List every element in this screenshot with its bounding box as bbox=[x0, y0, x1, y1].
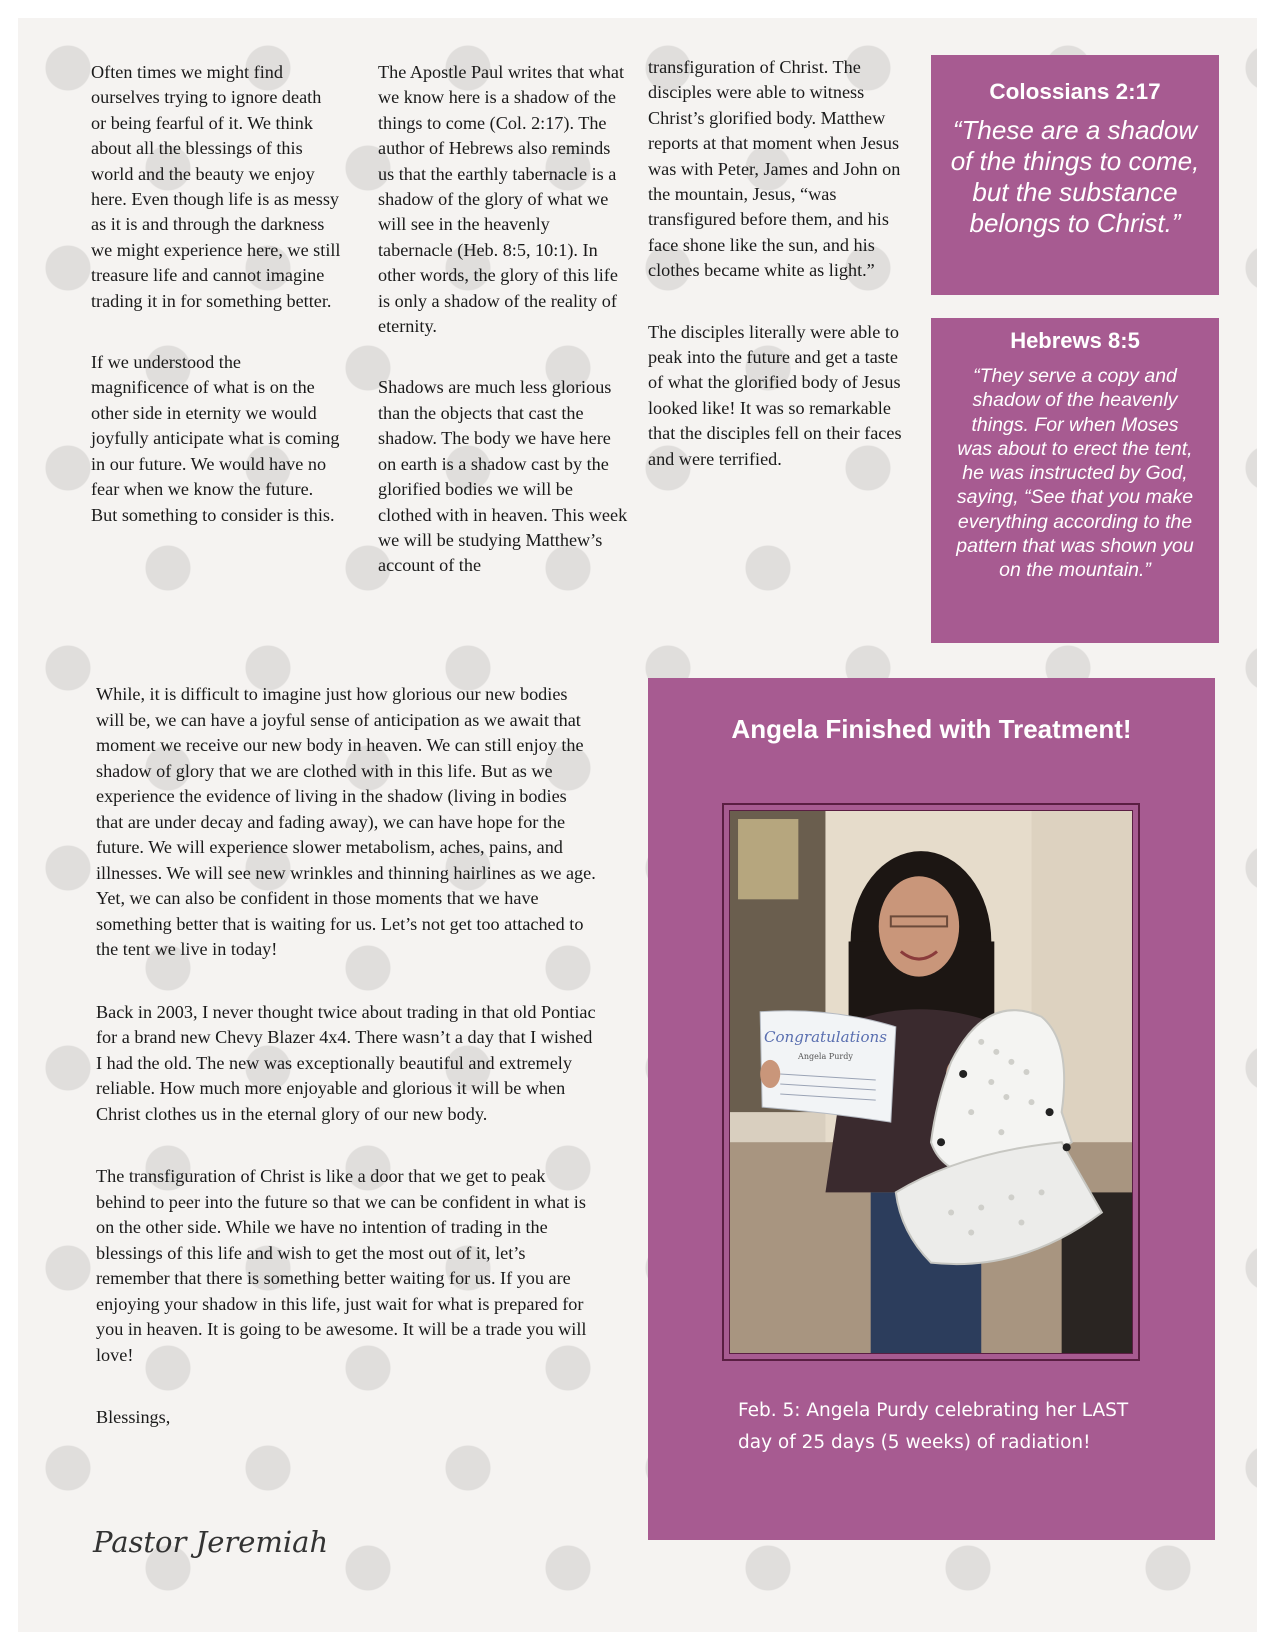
article-column-2 bbox=[378, 60, 628, 615]
article-lower-column bbox=[96, 682, 596, 1468]
certificate-name: Angela Purdy bbox=[798, 1051, 853, 1061]
newsletter-page bbox=[18, 18, 1257, 1632]
verse-quote: “These are a shadow of the things to come, but the substance belongs to Christ.” bbox=[950, 115, 1200, 238]
paragraph: Often times we might find ourselves trying to ignore death or being fearful of it. We think about all the blessings of this world and the beauty we enjoy here. Even though life is as messy as it is and through the darkness we might experience here, we still treasure life and cannot imagine trading it in for something better. bbox=[91, 62, 341, 311]
paragraph: While, it is difficult to imagine just how glorious our new bodies will be, we can have a joyful sense of anticipation as we await that moment we receive our new body in heaven. We can still enjoy the shadow of glory that we are clothed with in this life. But as we experience the evidence of living in the shadow (living in bodies that are under decay and fading away), we can have hope for the future. We will experience slower metabolism, aches, pains, and illnesses. We will see new wrinkles and thinning hairlines as we age. Yet, we can also be confident in those moments that we have something better that is waiting for us. Let’s not get too attached to the tent we live in today! bbox=[96, 684, 596, 959]
verse-quote: “They serve a copy and shadow of the heavenly things. For when Moses was about to erect the tent, he was instructed by God, saying, “See that you make everything according to the pattern that was shown you on the mountain.” bbox=[956, 365, 1194, 582]
paragraph: transfiguration of Christ. The disciples were able to witness Christ’s glorified body. Matthew reports at that moment when Jesus was with Peter, James and John on the mountain, Jesus, “was transfigured before them, and his face shone like the sun, and his clothes became white as light.” bbox=[648, 57, 901, 281]
caption-line: day of 25 days (5 weeks) of radiation! bbox=[738, 1432, 1091, 1453]
paragraph: If we understood the magnificence of what is on the other side in eternity we would joyfully anticipate what is coming in our future. We would have no fear when we know the future. But something to consider is this. bbox=[91, 352, 340, 525]
paragraph: Back in 2003, I never thought twice about trading in that old Pontiac for a brand new Chevy Blazer 4x4. There wasn’t a day that I wished I had the old. The new was exceptionally beautiful and extremely reliable. How much more enjoyable and glorious it will be when Christ clothes us in the eternal glory of our new body. bbox=[96, 1001, 596, 1124]
closing: Blessings, bbox=[96, 1407, 171, 1427]
photo-frame bbox=[722, 803, 1140, 1361]
paragraph: Shadows are much less glorious than the objects that cast the shadow. The body we have here on earth is a shadow cast by the glorified bodies we will be clothed with in heaven. This week we will be studying Matthew’s account of the bbox=[378, 377, 628, 576]
colossians-quote-box bbox=[931, 55, 1219, 295]
announcement-title: Angela Finished with Treatment! bbox=[731, 714, 1132, 744]
paragraph: The transfiguration of Christ is like a door that we get to peak behind to peer into the future so that we can be confident in what is on the other side. While we have no intention of trading in the blessings of this life and wish to get the most out of it, let’s remember that there is something better waiting for us. If you are enjoying your shadow in this life, just wait for what is prepared for you in heaven. It is going to be awesome. It will be a trade you will love! bbox=[96, 1166, 587, 1365]
paragraph: The disciples literally were able to peak into the future and get a taste of what the glorified body of Jesus looked like! It was so remarkable that the disciples fell on their faces and were terrified. bbox=[648, 321, 902, 469]
photo-caption bbox=[738, 1395, 1158, 1459]
caption-line: Feb. 5: Angela Purdy celebrating her LAST bbox=[738, 1400, 1129, 1421]
paragraph: The Apostle Paul writes that what we know here is a shadow of the things to come (Col. 2:17). The author of Hebrews also reminds us that the earthly tabernacle is a shadow of the glory of what we will see in the heavenly tabernacle (Heb. 8:5, 10:1). In other words, the glory of this life is only a shadow of the reality of eternity. bbox=[378, 62, 624, 337]
certificate-title: Congratulations bbox=[763, 1027, 887, 1046]
photo bbox=[729, 810, 1133, 1354]
signature: Pastor Jeremiah bbox=[93, 1525, 329, 1559]
photo-illustration bbox=[730, 811, 1132, 1353]
article-column-1 bbox=[91, 60, 341, 564]
hebrews-quote-box bbox=[931, 318, 1219, 643]
verse-reference: Hebrews 8:5 bbox=[1010, 328, 1140, 353]
article-column-3 bbox=[648, 55, 903, 508]
verse-reference: Colossians 2:17 bbox=[989, 79, 1161, 104]
announcement-box bbox=[648, 678, 1215, 1540]
